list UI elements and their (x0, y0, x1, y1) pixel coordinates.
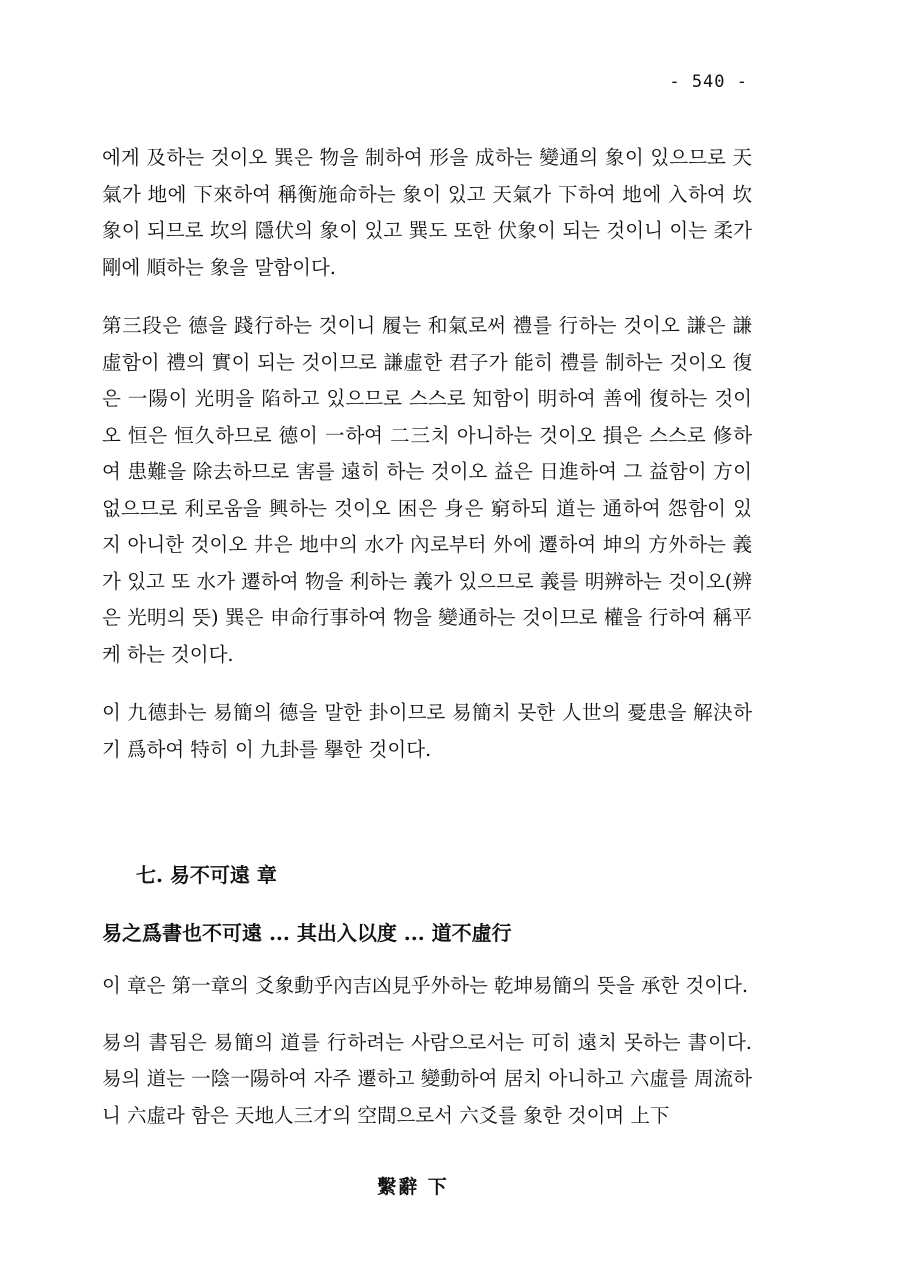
page-number: - 540 - (669, 72, 748, 92)
paragraph-3: 이 九德卦는 易簡의 德을 말한 卦이므로 易簡치 못한 人世의 憂患을 解決하기 爲하여 特히 이 九卦를 擧한 것이다. (102, 701, 752, 761)
classic-quote: 易之爲書也不可遠 ... 其出入以度 ... 道不虛行 (102, 921, 512, 945)
page-footer: 繫辭 下 (377, 1176, 449, 1198)
paragraph-2: 第三段은 德을 踐行하는 것이니 履는 和氣로써 禮를 行하는 것이오 謙은 謙虛함이 禮의 實이 되는 것이므로 謙虛한 君子가 能히 禮를 制하는 것이오 復은 一陽이 光明을 陷하고 있으므로 스스로 知함이 明하여 善에 復하는 것이오 恒은 恒久하므로 德이 一하여 二三치 아니하는 것이오 損은 스스로 修하여 患難을 除去하므로 害를 遠히 하는 것이오 益은 日進하여 그 益함이 方이 없으므로 利로움을 興하는 것이오 困은 身은 窮하되 道는 通하여 怨함이 있지 아니한 것이오 井은 地中의 水가 內로부터 外에 遷하여 坤의 方外하는 義가 있고 또 水가 遷하여 物을 利하는 義가 있으므로 義를 明辨하는 것이오(辨은 光明의 뜻) 巽은 申命行事하여 物을 變通하는 것이므로 權을 行하여 稱平케 하는 것이다. (102, 314, 752, 666)
paragraph-1: 에게 及하는 것이오 巽은 物을 制하여 形을 成하는 變通의 象이 있으므로 天氣가 地에 下來하여 稱衡施命하는 象이 있고 天氣가 下하여 地에 入하여 坎象이 되므로 坎의 隱伏의 象이 있고 巽도 또한 伏象이 되는 것이니 이는 柔가 剛에 順하는 象을 말함이다. (102, 146, 752, 279)
paragraph-5: 易의 書됨은 易簡의 道를 行하려는 사람으로서는 可히 遠치 못하는 書이다. 易의 道는 一陰一陽하여 자주 遷하고 變動하여 居치 아니하고 六虛를 周流하니 六虛라 함은 天地人三才의 空間으로서 六爻를 象한 것이며 上下 (102, 1030, 752, 1127)
paragraph-4: 이 章은 第一章의 爻象動乎內吉凶見乎外하는 乾坤易簡의 뜻을 承한 것이다. (102, 974, 749, 997)
document-body (102, 140, 752, 1134)
section-heading: 七. 易不可遠 章 (136, 863, 277, 887)
